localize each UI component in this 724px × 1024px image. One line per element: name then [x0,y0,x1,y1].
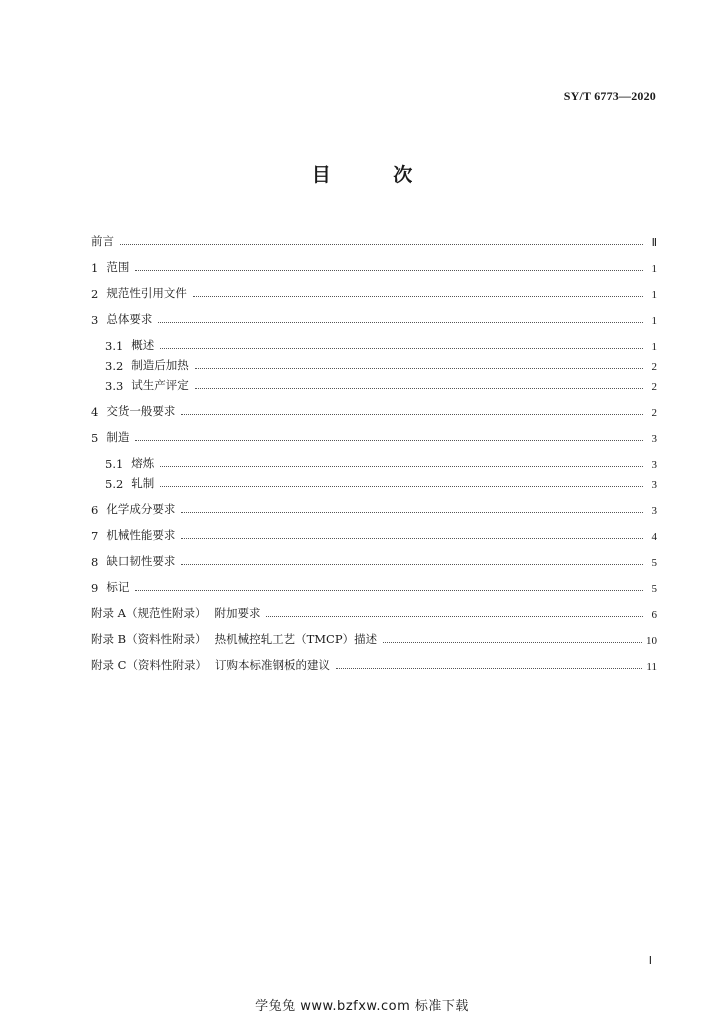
toc-entry-label: 附加要求 [214,606,261,620]
toc-entry-page: 3 [651,459,657,471]
toc-entry-page: 3 [651,505,657,517]
toc-entry[interactable] [91,425,657,445]
toc-dot-leader [193,296,643,297]
toc-entry-page: 3 [651,433,657,445]
toc-dot-leader [181,538,643,539]
toc-entry-label: 试生产评定 [131,378,189,392]
toc-entry-page: 6 [651,609,657,621]
toc-entry-number: 1 [91,261,99,275]
toc-dot-leader [160,466,643,467]
toc-entry-label: 交货一般要求 [106,404,176,418]
toc-entry[interactable] [91,353,657,373]
page-number: Ⅰ [648,955,652,967]
toc-dot-leader [383,642,642,643]
toc-entry-page: 2 [651,381,657,393]
toc-entry-label: 熔炼 [131,456,155,470]
toc-entry-page: 1 [651,289,657,301]
toc-entry[interactable] [91,373,657,393]
toc-entry[interactable] [91,601,657,621]
toc-entry-number: 2 [91,287,99,301]
toc-entry-number: 5.1 [105,457,124,471]
toc-dot-leader [135,440,643,441]
toc-entry[interactable] [91,281,657,301]
toc-entry-number: 9 [91,581,99,595]
toc-dot-leader [266,616,643,617]
toc-entry[interactable] [91,627,657,647]
toc-dot-leader [195,368,643,369]
toc-entry[interactable] [91,229,657,249]
toc-entry-page: 3 [651,479,657,491]
toc-entry-label: 制造 [106,430,130,444]
toc-entry[interactable] [91,399,657,419]
standard-code: SY/T 6773—2020 [563,89,656,103]
toc-entry-page: 11 [646,661,657,673]
toc-dot-leader [158,322,643,323]
toc-entry-number: 附录 B（资料性附录） [91,632,207,646]
toc-entry[interactable] [91,307,657,327]
toc-entry-page: 1 [651,341,657,353]
toc-entry-label: 制造后加热 [131,358,189,372]
toc-dot-leader [336,668,642,669]
toc-entry-number: 7 [91,529,99,543]
toc-entry-label: 轧制 [131,476,155,490]
toc-entry-label: 缺口韧性要求 [106,554,176,568]
toc-entry[interactable] [91,471,657,491]
toc-entry-number: 4 [91,405,99,419]
toc-title: 目 次 [311,164,441,186]
toc-entry-label: 机械性能要求 [106,528,176,542]
toc-entry[interactable] [91,549,657,569]
toc-entry-label: 标记 [106,580,130,594]
toc-entry-number: 3 [91,313,99,327]
toc-entry-page: 5 [651,557,657,569]
toc-entry-page: Ⅱ [651,237,657,249]
toc-dot-leader [181,414,643,415]
toc-entry-number: 3.2 [105,359,124,373]
toc-entry-page: 1 [651,263,657,275]
toc-entry[interactable] [91,451,657,471]
toc-entry-label: 化学成分要求 [106,502,176,516]
toc-dot-leader [181,564,643,565]
toc-entry-number: 附录 C（资料性附录） [91,658,207,672]
toc-dot-leader [120,244,643,245]
toc-entry-number: 8 [91,555,99,569]
toc-entry-label: 总体要求 [106,312,153,326]
watermark-footer: 学兔兔 www.bzfxw.com 标准下载 [255,999,469,1014]
toc-entry-label: 订购本标准钢板的建议 [214,658,330,672]
toc-dot-leader [195,388,643,389]
toc-entry-page: 10 [646,635,657,647]
toc-entry[interactable] [91,523,657,543]
toc-entry-number: 附录 A（规范性附录） [91,606,207,620]
toc-entry-label: 前言 [91,234,114,248]
table-of-contents [91,229,657,673]
toc-dot-leader [135,270,643,271]
toc-dot-leader [160,486,643,487]
toc-entry-number: 5.2 [105,477,124,491]
toc-entry[interactable] [91,653,657,673]
toc-entry[interactable] [91,255,657,275]
toc-entry[interactable] [91,575,657,595]
toc-dot-leader [160,348,643,349]
toc-entry-label: 规范性引用文件 [106,286,187,300]
toc-entry-label: 概述 [131,338,155,352]
toc-entry-number: 3.1 [105,339,124,353]
toc-entry[interactable] [91,497,657,517]
toc-entry[interactable] [91,333,657,353]
toc-entry-label: 范围 [106,260,130,274]
toc-entry-page: 4 [651,531,657,543]
toc-dot-leader [135,590,643,591]
toc-entry-page: 2 [651,361,657,373]
toc-entry-page: 5 [651,583,657,595]
toc-entry-number: 3.3 [105,379,124,393]
toc-dot-leader [181,512,643,513]
toc-entry-label: 热机械控轧工艺（TMCP）描述 [214,632,378,646]
toc-entry-number: 6 [91,503,99,517]
toc-entry-page: 2 [651,407,657,419]
toc-entry-page: 1 [651,315,657,327]
toc-entry-number: 5 [91,431,99,445]
